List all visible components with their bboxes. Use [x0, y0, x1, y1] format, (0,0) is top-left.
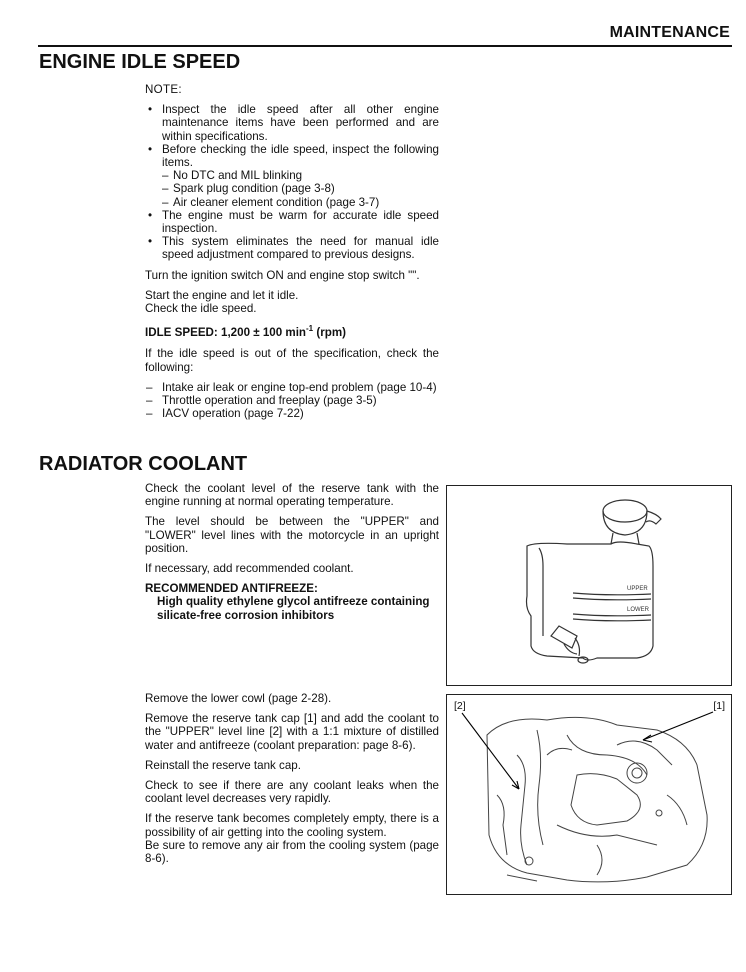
bullet-icon: •	[148, 103, 153, 117]
note-item: • Before checking the idle speed, inspect the following items. – No DTC and MIL blinking – Spark plug condition (page 3-8) – Air cleaner element condition (page 3-7)	[148, 142, 439, 209]
reserve-tank-figure	[446, 485, 732, 686]
section-header: MAINTENANCE	[609, 24, 730, 41]
check-item: – Throttle operation and freeplay (page 3-5)	[146, 393, 377, 407]
check-list	[145, 381, 439, 421]
idle-speed-body	[145, 83, 439, 420]
bullet-icon: •	[148, 208, 153, 222]
idle-speed-title: ENGINE IDLE SPEED	[39, 51, 241, 73]
antifreeze-label: RECOMMENDED ANTIFREEZE:	[145, 582, 318, 596]
out-of-spec-text: If the idle speed is out of the specification, check the following:	[145, 347, 439, 374]
callout-reserve-tank-cap: [1]	[713, 700, 725, 712]
coolant-para-8b: Be sure to remove any air from the cooling system (page 8-6).	[145, 838, 439, 866]
coolant-para-6: Reinstall the reserve tank cap.	[145, 758, 301, 772]
dash-icon: –	[162, 169, 169, 183]
sub-item: – Spark plug condition (page 3-8)	[162, 182, 335, 196]
note-item: • This system eliminates the need for manual idle speed adjustment compared to previous designs.	[148, 235, 439, 262]
dash-icon: –	[146, 393, 153, 407]
coolant-body-top	[145, 482, 439, 629]
header-rule	[38, 45, 732, 47]
coolant-para-7: Check to see if there are any coolant leaks when the coolant level decreases very rapidly.	[145, 779, 439, 806]
dash-icon: –	[146, 407, 153, 421]
engine-bay-figure	[446, 694, 732, 895]
note-label: NOTE:	[145, 83, 182, 96]
bullet-icon: •	[148, 235, 153, 249]
note-item: • The engine must be warm for accurate idle speed inspection.	[148, 208, 439, 236]
coolant-body-bottom	[145, 692, 439, 872]
coolant-para-1: Check the coolant level of the reserve tank with the engine running at normal operating temperature.	[145, 482, 439, 509]
start-engine-text: Start the engine and let it idle.	[145, 288, 299, 302]
ignition-instruction: Turn the ignition switch ON and engine stop switch "".	[145, 268, 420, 282]
dash-icon: –	[162, 195, 169, 209]
coolant-para-3: If necessary, add recommended coolant.	[145, 562, 354, 576]
check-idle-text: Check the idle speed.	[145, 302, 257, 316]
reserve-tank-drawing	[447, 486, 731, 685]
callout-upper-level-line: [2]	[454, 700, 466, 712]
antifreeze-value: High quality ethylene glycol antifreeze containing silicate-free corrosion inhibitors	[157, 595, 430, 622]
idle-speed-spec: IDLE SPEED: 1,200 ± 100 $\min^{-1} (rpm)$	[145, 324, 346, 340]
coolant-para-5: Remove the reserve tank cap [1] and add the coolant to the "UPPER" level line [2] with a 1:1 mixture of distilled water and antifreeze (coolant preparation: page 8-6).	[145, 712, 439, 752]
check-item: – IACV operation (page 7-22)	[146, 407, 304, 421]
upper-level-label: UPPER	[627, 586, 648, 592]
check-item: – Intake air leak or engine top-end problem (page 10-4)	[146, 380, 437, 394]
lower-level-label: LOWER	[627, 607, 650, 613]
coolant-para-8a: If the reserve tank becomes completely empty, there is a possibility of air getting into the cooling system.	[145, 812, 439, 839]
coolant-para-2: The level should be between the "UPPER" and "LOWER" level lines with the motorcycle in an upright position.	[145, 515, 439, 555]
bullet-icon: •	[148, 142, 153, 156]
engine-bay-drawing	[447, 695, 731, 894]
coolant-para-4: Remove the lower cowl (page 2-28).	[145, 692, 332, 705]
sub-item: – No DTC and MIL blinking	[162, 169, 303, 183]
note-item: • Inspect the idle speed after all other engine maintenance items have been performed and are within specifications.	[148, 103, 439, 143]
note-list	[145, 103, 439, 261]
radiator-coolant-title: RADIATOR COOLANT	[39, 453, 248, 475]
inspection-sublist	[162, 169, 439, 209]
sub-item: – Air cleaner element condition (page 3-7)	[162, 195, 380, 209]
dash-icon: –	[162, 182, 169, 196]
dash-icon: –	[146, 380, 153, 394]
